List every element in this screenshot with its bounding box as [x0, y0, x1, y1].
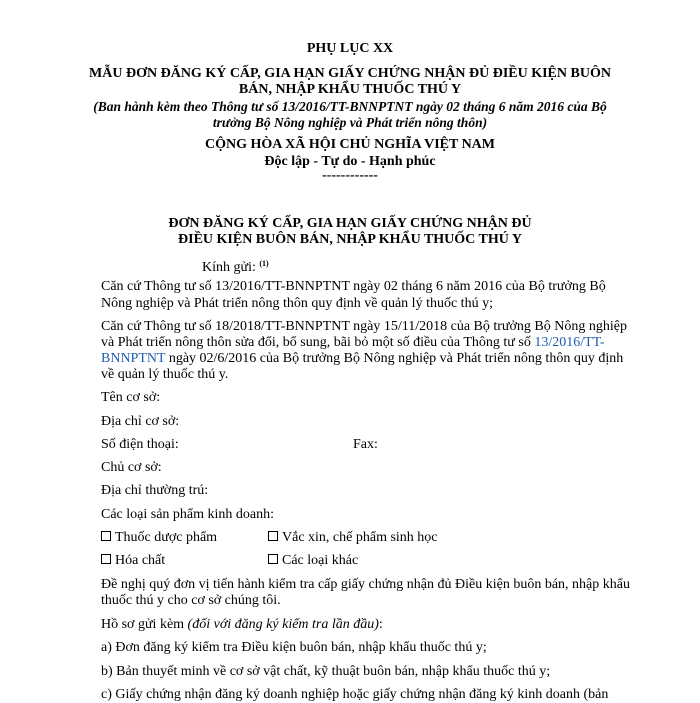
checkbox-icon[interactable] [101, 554, 111, 564]
checkbox-icon[interactable] [268, 554, 278, 564]
legal-basis-2-text-cont: ngày 02/6/2016 của Bộ trưởng Bộ Nông nghiệp và Phát triển nông thôn quy định [165, 351, 624, 366]
legal-basis-2-line-1: Căn cứ Thông tư số 18/2018/TT-BNNPTNT ngày 15/11/2018 của Bộ trưởng Bộ Nông nghiệp [101, 319, 627, 334]
option-vaccine[interactable] [268, 530, 438, 546]
dossier-item-a: a) Đơn đăng ký kiểm tra Điều kiện buôn bán, nhập khẩu thuốc thú y; [101, 640, 487, 655]
field-fax: Fax: [353, 437, 378, 452]
field-phone: Số điện thoại: [101, 437, 179, 452]
greeting-label: Kính gửi: [202, 260, 256, 275]
dossier-item-c: c) Giấy chứng nhận đăng ký doanh nghiệp hoặc giấy chứng nhận đăng ký kinh doanh (bản [101, 687, 609, 702]
legal-basis-2-line-2 [101, 335, 605, 351]
appendix-heading: PHỤ LỤC XX [306, 41, 394, 56]
field-facility-name: Tên cơ sở: [101, 390, 161, 405]
header-separator: ------------ [322, 168, 378, 183]
application-title-line-1: ĐƠN ĐĂNG KÝ CẤP, GIA HẠN GIẤY CHỨNG NHẬN ĐỦ [168, 216, 532, 231]
circular-link-part-2[interactable]: BNNPTNT [101, 351, 166, 366]
option-chemical-label: Hóa chất [115, 553, 166, 568]
issuance-note-line-1: (Ban hành kèm theo Thông tư số 13/2016/TT-BNNPTNT ngày 02 tháng 6 năm 2016 của Bộ [93, 99, 607, 114]
option-vaccine-label: Vắc xin, chế phẩm sinh học [282, 530, 438, 545]
dossier-heading [101, 617, 383, 633]
form-template-title-line-1: MẪU ĐƠN ĐĂNG KÝ CẤP, GIA HẠN GIẤY CHỨNG NHẬN ĐỦ ĐIỀU KIỆN BUÔN [89, 66, 611, 81]
request-line-1: Đề nghị quý đơn vị tiến hành kiểm tra cấp giấy chứng nhận đủ Điều kiện buôn bán, nhập khẩu [101, 577, 630, 592]
dossier-heading-note: (đối với đăng ký kiểm tra lần đầu) [187, 617, 379, 632]
form-template-title-line-2: BÁN, NHẬP KHẨU THUỐC THÚ Y [238, 82, 462, 97]
legal-basis-2-line-3 [101, 351, 623, 367]
application-title-line-2: ĐIỀU KIỆN BUÔN BÁN, NHẬP KHẨU THUỐC THÚ Y [178, 232, 522, 247]
field-residence: Địa chỉ thường trú: [101, 483, 209, 498]
option-other[interactable] [268, 553, 358, 569]
checkbox-icon[interactable] [101, 531, 111, 541]
dossier-heading-text: Hồ sơ gửi kèm [101, 617, 188, 632]
option-other-label: Các loại khác [282, 553, 359, 568]
national-motto: Độc lập - Tự do - Hạnh phúc [264, 154, 436, 169]
legal-basis-1-line-2: Nông nghiệp và Phát triển nông thôn quy định về quản lý thuốc thú y; [101, 296, 493, 311]
dossier-heading-colon: : [378, 617, 383, 632]
greeting-footnote-mark: (1) [259, 259, 269, 268]
legal-basis-2-line-4: về quản lý thuốc thú y. [101, 367, 229, 382]
legal-basis-2-text: và Phát triển nông thôn sửa đổi, bổ sung, bãi bỏ một số điều của Thông tư số [101, 335, 535, 350]
checkbox-icon[interactable] [268, 531, 278, 541]
option-pharma-label: Thuốc dược phẩm [115, 530, 218, 545]
national-title: CỘNG HÒA XÃ HỘI CHỦ NGHĨA VIỆT NAM [204, 137, 495, 152]
product-types-label: Các loại sản phẩm kinh doanh: [101, 507, 275, 522]
circular-link-part-1[interactable]: 13/2016/TT- [534, 335, 605, 350]
field-owner: Chủ cơ sở: [101, 460, 162, 475]
greeting [202, 256, 269, 276]
option-pharma[interactable] [101, 530, 217, 546]
issuance-note-line-2: trưởng Bộ Nông nghiệp và Phát triển nông thôn) [212, 115, 488, 130]
legal-basis-1-line-1: Căn cứ Thông tư số 13/2016/TT-BNNPTNT ngày 02 tháng 6 năm 2016 của Bộ trưởng Bộ [101, 279, 606, 294]
field-facility-address: Địa chỉ cơ sở: [101, 414, 180, 429]
request-line-2: thuốc thú y cho cơ sở chúng tôi. [101, 593, 281, 608]
option-chemical[interactable] [101, 553, 165, 569]
dossier-item-b: b) Bản thuyết minh về cơ sở vật chất, kỹ thuật buôn bán, nhập khẩu thuốc thú y; [101, 664, 551, 679]
